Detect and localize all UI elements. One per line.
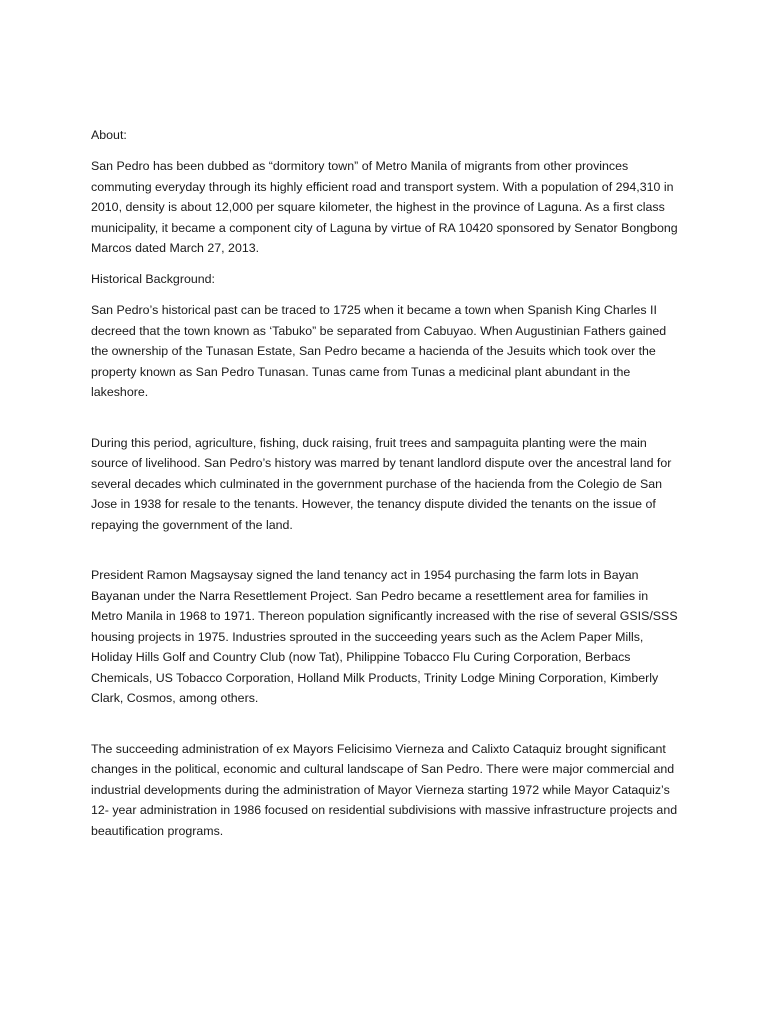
document-body [91, 125, 681, 852]
about-heading: About: [91, 128, 127, 142]
history-paragraph-4: The succeeding administration of ex Mayors Felicisimo Vierneza and Calixto Cataquiz brought significant changes in the political, economic and cultural landscape of San Pedro. There were major commercial and industrial developments during the administration of Mayor Vierneza starting 1972 while Mayor Cataquiz’s 12- year administration in 1986 focused on residential subdivisions with massive infrastructure projects and beautification programs. [91, 741, 678, 838]
about-paragraph: San Pedro has been dubbed as “dormitory town” of Metro Manila of migrants from other provinces commuting everyday through its highly efficient road and transport system. With a population of 294,310 in 2010, density is about 12,000 per square kilometer, the highest in the province of Laguna. As a first class municipality, it became a component city of Laguna by virtue of RA 10420 sponsored by Senator Bongbong Marcos dated March 27, 2013. [91, 159, 678, 255]
history-paragraph-3: President Ramon Magsaysay signed the land tenancy act in 1954 purchasing the farm lots in Bayan Bayanan under the Narra Resettlement Project. San Pedro became a resettlement area for families in Metro Manila in 1968 to 1971. Thereon population significantly increased with the rise of several GSIS/SSS housing projects in 1975. Industries sprouted in the succeeding years such as the Aclem Paper Mills, Holiday Hills Golf and Country Club (now Tat), Philippine Tobacco Flu Curing Corporation, Berbacs Chemicals, US Tobacco Corporation, Holland Milk Products, Trinity Lodge Mining Corporation, Kimberly Clark, Cosmos, among others. [91, 568, 678, 705]
history-heading: Historical Background: [91, 272, 215, 286]
history-paragraph-1: San Pedro’s historical past can be traced to 1725 when it became a town when Spanish King Charles II decreed that the town known as ‘Tabuko” be separated from Cabuyao. When Augustinian Fathers gained the ownership of the Tunasan Estate, San Pedro became a hacienda of the Jesuits which took over the property known as San Pedro Tunasan. Tunas came from Tunas a medicinal plant abundant in the lakeshore. [91, 303, 667, 399]
history-paragraph-2: During this period, agriculture, fishing, duck raising, fruit trees and sampaguita planting were the main source of livelihood. San Pedro’s history was marred by tenant landlord dispute over the ancestral land for several decades which culminated in the government purchase of the hacienda from the Colegio de San Jose in 1938 for resale to the tenants. However, the tenancy dispute divided the tenants on the issue of repaying the government of the land. [91, 435, 672, 532]
